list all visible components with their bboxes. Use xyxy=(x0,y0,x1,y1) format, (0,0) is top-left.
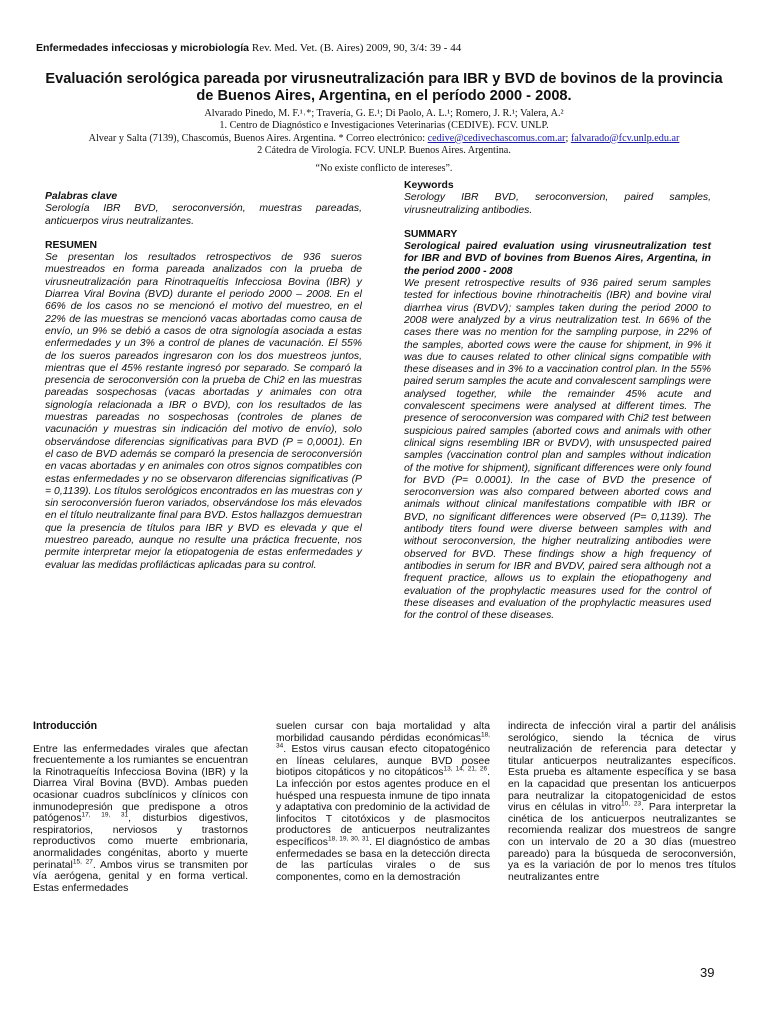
keywords-es: Serología IBR BVD, seroconversión, muestras pareadas, anticuerpos virus neutralizantes. xyxy=(45,203,362,227)
intro-text: . Ambos virus se transmiten por vía aerógena, genital y en forma vertical. Estas enfermedades xyxy=(33,859,248,894)
journal-reference: Rev. Med. Vet. (B. Aires) 2009, 90, 3/4: 39 - 44 xyxy=(251,42,462,54)
keywords-es-title: Palabras clave xyxy=(45,191,118,202)
paper-title: Evaluación serológica pareada por virusneutralización para IBR y BVD de bovinos de la provincia de Buenos Aires, Argentina, en el período 2000 - 2008. xyxy=(45,71,723,104)
keywords-en: Serology IBR BVD, seroconversion, paired samples, virusneutralizing antibodies. xyxy=(404,192,711,216)
intro-column-1 xyxy=(33,721,248,894)
page-number: 39 xyxy=(700,965,715,980)
authors-block xyxy=(40,108,728,157)
citation: 10, 23 xyxy=(621,800,642,808)
intro-paragraph-2 xyxy=(276,721,490,883)
intro-title: Introducción xyxy=(33,720,98,732)
resumen-title: RESUMEN xyxy=(45,239,97,251)
intro-text: . Para interpretar la cinética de los anticuerpos neutralizantes se recomienda realizar dos muestreos de sangre con un intervalo de 20 a 30 días (muestreo pareado) para la búsqueda de seroconversión, ya es la variación de por lo menos tres títulos neutralizantes entre xyxy=(508,802,736,883)
intro-text: . La infección por estos agentes produce en el huésped una respuesta inmune de tipo innata y adaptativa con predominio de la actividad de linfocitos T citotóxicos y de plasmocitos productores de anticuerpos neutralizantes específicos xyxy=(276,767,490,848)
address-text: Alvear y Salta (7139), Chascomús, Buenos Aires. Argentina. * Correo electrónico: xyxy=(88,132,426,144)
intro-paragraph-3 xyxy=(508,721,736,883)
resumen-text: Se presentan los resultados retrospectivos de 936 sueros muestreados en forma pareada analizados con la prueba de virusneutralización para Rinotraqueítis Infecciosa Bovina (IBR) y Diarrea Viral Bovina (BVD) durante el periodo 2000 – 2008. En el 66% de los casos no se mencionó el motivo del muestreo, en el 22% de las muestras se mencionó vacas abortadas como causa de envío, un 9% se debió a casos de otra signología asociada a estas enfermedades y un 3% a control de planes de vacunación. El 55% de los sueros pareados ingresaron con los dos muestreos juntos, mientras que el 45% restante ingresó por separado. Se comparó la presencia de seroconversión con la prueba de Chi2 en las muestras pareadas sospechosas (vacas abortadas y animales con otra signología relacionada a IBR o BVD), con los resultados de las muestras pareadas no sospechosas (controles de planes de vacunación y muestras sin indicación del motivo de envío), solo observándose diferencias significativas para BVD (P = 0,0001). En el caso de BVD además se comparó la presencia de seroconversión en vacas abortadas y en animales con otros signos compatibles con estas enfermedades y no se observaron diferencias significativas (P = 0,1139). Los títulos serológicos encontrados en las muestras con y sin seroconversión fueron variados, observándose los más elevados en el título neutralizante final para BVD. Estos hallazgos demuestran que la presencia de títulos para IBR y BVD es elevada y que el muestreo pareado, aunque no resulte una práctica frecuente, nos permite interpretar mejor la etiopatogenia de estas enfermedades y evaluar las medidas profilácticas aplicadas para su control. xyxy=(45,252,362,571)
affiliation-address: Alvear y Salta (7139), Chascomús, Buenos Aires. Argentina. * Correo electrónico: cedive@cedivechascomus.com.ar; falvarado@fcv.unlp.edu.ar xyxy=(88,132,680,144)
summary-subtitle: Serological paired evaluation using virusneutralization test for IBR and BVD of bovines from Buenos Aires, Argentina, in the period 2000 - 2008 xyxy=(404,241,711,277)
citation: 13, 14, 21, 26 xyxy=(443,765,488,773)
english-abstract-column xyxy=(404,180,711,622)
intro-text: . El diagnóstico de ambas enfermedades se basa en la detección directa de las partículas virales o de sus componentes, como en la demostración xyxy=(276,836,490,883)
citation: 15, 27 xyxy=(72,858,93,866)
intro-text: Entre las enfermedades virales que afectan frecuentemente a los rumiantes se encuentran la Rinotraqueítis Infecciosa Bovina (IBR) y la Diarrea Viral Bovina (BVD). Ambas pueden ocasionar cuadros subclínicos y clínicos con inmunodepresión que predispone a otros patógenos xyxy=(33,743,248,825)
intro-paragraph-1 xyxy=(33,744,248,895)
summary-text: We present retrospective results of 936 paired serum samples tested for infectious bovine rhinotracheitis (IBR) and bovine viral diarrhea virus (BVDV); samples taken during the period 2000 to 2008 were analyzed by a virus neutralization test. In 66% of the cases there was no mention for the sampling purpose, in 22% of the samples, aborted cows were the cause for shipment, in 9% it was due to causes related to other clinical signs compatible with these diseases and in 3% to a vaccination control plan. In the 55% paired serum samples the acute and convalescent samplings were analysed together, while the remainder 45% acute and convalescent specimens were analysed at different times. The presence of seroconversion was compared with Chi2 test between suspicious paired samples (aborted cows and animals with other clinical signs resembling IBR or BVDV), with unsuspected paired samples (vaccination control plan and samples without indication of the motive for shipment), significant differences were only found for BVD (P= 0.0001). In the case of BVD the presence of seroconversion was also compared between aborted cows and animals without clinical manifestations compatible with IBR or BVD, no significant differences were observed (P= 0,1139). The antibody titers found were diverse between samples with and without seroconversion, the higher neutralizing antibodies were observed for BVD. These findings show a high frequency of antibodies in serum for IBR and BVDV, paired sera although not a frequent practice, allows us to explain the etiopathogeny and evaluation of the prophylactic measures used for the control of these diseases and evaluation of the prophylactic measures used for the control of these diseases. xyxy=(404,278,711,622)
intro-text: indirecta de infección viral a partir del análisis serológico, siendo la técnica de virus neutralización de referencia para detectar y titular anticuerpos neutralizantes específicos. Esta prueba es altamente específica y se basa en la capacidad que presentan los anticuerpos para neutralizar la citopatogenicidad de estos virus en células in vitro xyxy=(508,721,736,814)
spanish-abstract-column xyxy=(45,191,362,572)
citation: 18, 19, 30, 31 xyxy=(327,835,370,843)
email-link-cedive[interactable]: cedive@cedivechascomus.com.ar xyxy=(427,132,566,144)
intro-text: suelen cursar con baja mortalidad y alta morbilidad causando pérdidas económicas xyxy=(276,721,490,744)
summary-title: SUMMARY xyxy=(404,228,458,240)
citation: 17, 19, 31 xyxy=(81,811,129,819)
author-list: Alvarado Pinedo, M. F.¹˒*; Travería, G. E.¹; Di Paolo, A. L.¹; Romero, J. R.¹; Valera, A.² xyxy=(204,108,564,119)
intro-text: , disturbios digestivos, respiratorios, nerviosos y trastornos reproductivos como muerte embrionaria, anormalidades congénitas, aborto y muerte perinatal xyxy=(33,813,248,871)
email-link-falvarado[interactable]: falvarado@fcv.unlp.edu.ar xyxy=(570,132,680,144)
intro-column-2 xyxy=(276,721,490,883)
journal-section: Enfermedades infecciosas y microbiología xyxy=(36,42,249,54)
journal-header xyxy=(36,42,736,54)
intro-column-3 xyxy=(508,721,736,883)
affiliation-2: 2 Cátedra de Virología. FCV. UNLP. Buenos Aires. Argentina. xyxy=(257,144,511,156)
conflict-statement: “No existe conflicto de intereses”. xyxy=(315,163,453,174)
keywords-en-title: Keywords xyxy=(404,180,454,191)
citation: 18, 34 xyxy=(276,731,490,750)
affiliation-1: 1. Centro de Diagnóstico e Investigaciones Veterinarias (CEDIVE). FCV. UNLP. xyxy=(219,120,549,132)
intro-text: . Estos virus causan efecto citopatogénico en líneas celulares, aunque BVD posee biotipos citopáticos y no citopáticos xyxy=(276,744,490,779)
